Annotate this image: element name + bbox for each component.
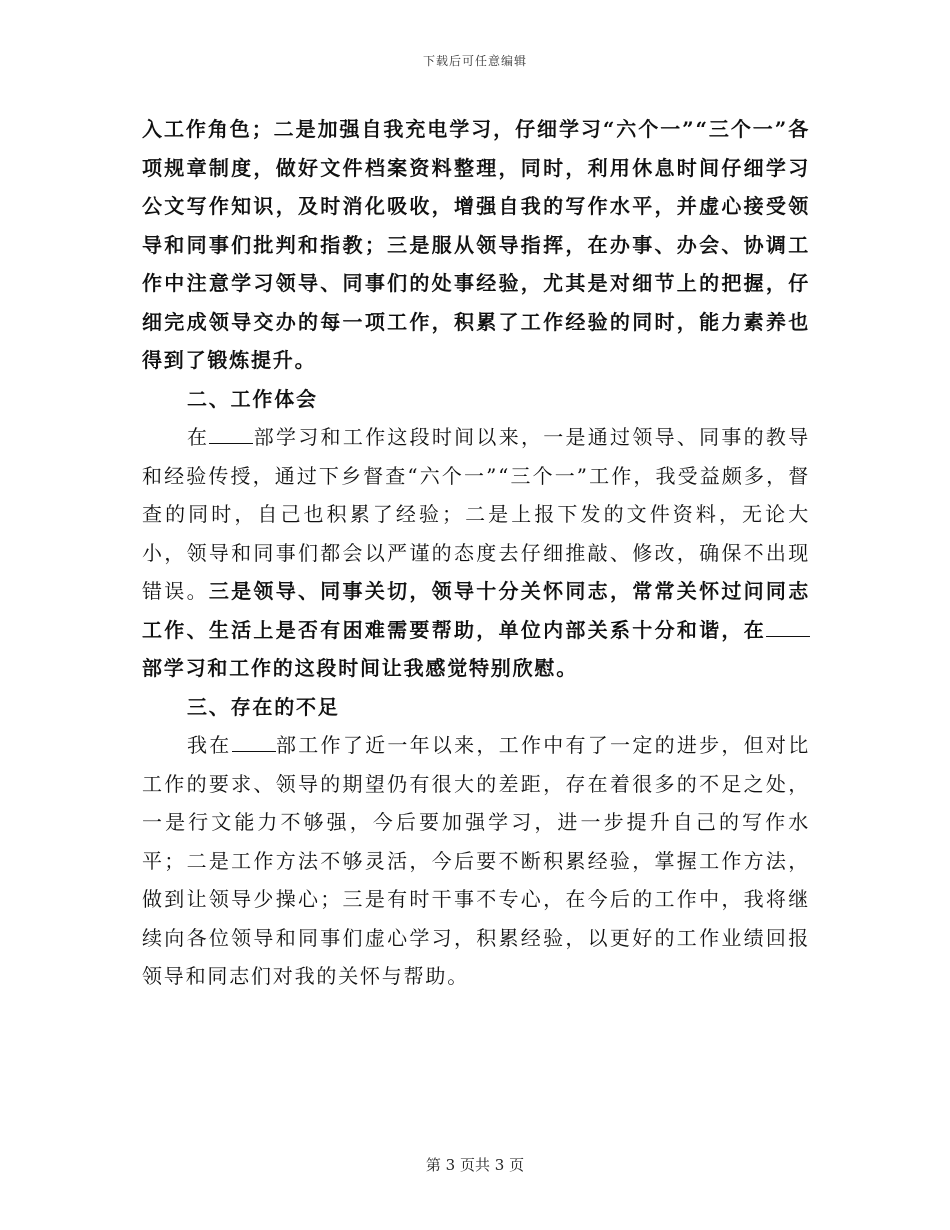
fill-blank-line — [209, 425, 253, 444]
paragraph-text: 部工作了近一年以来，工作中有了一定的进步，但对比工作的要求、领导的期望仍有很大的差距，存在着很多的不足之处，一是行文能力不够强，今后要加强学习，进一步提升自己的写作水平；二是工作方法不够灵活，今后要不断积累经验，掌握工作方法，做到让领导少操心；三是有时干事不专心，在今后的工作中，我将继续向各位领导和同事们虚心学习，积累经验，以更好的工作业绩回报领导和同志们对我的关怀与帮助。 — [142, 733, 810, 988]
paragraph-text: 我在 — [187, 733, 232, 757]
fill-blank-line — [232, 733, 276, 752]
paragraph-work-experience — [142, 418, 810, 688]
document-body — [142, 110, 810, 996]
page-footer-page-number: 第 3 页共 3 页 — [425, 1156, 525, 1174]
fill-blank-line — [766, 618, 810, 637]
paragraph-continued: 入工作角色；二是加强自我充电学习，仔细学习“六个一”“三个一”各项规章制度，做好文件档案资料整理，同时，利用休息时间仔细学习公文写作知识，及时消化吸收，增强自我的写作水平，并虚心接受领导和同事们批判和指教；三是服从领导指挥，在办事、办会、协调工作中注意学习领导、同事们的处事经验，尤其是对细节上的把握，仔细完成领导交办的每一项工作，积累了工作经验的同时，能力素养也得到了锻炼提升。 — [142, 117, 810, 372]
paragraph-bold-text: 部学习和工作的这段时间让我感觉特别欣慰。 — [142, 656, 578, 680]
paragraph-text: 在 — [187, 425, 210, 449]
section-heading-work-experience: 二、工作体会 — [187, 386, 318, 411]
paragraph-shortcomings — [142, 726, 810, 996]
paragraph-text: 部学习和工作这段时间以来，一是通过领导、同事的教导和经验传授，通过下乡督查“六个一”“三个一”工作，我受益颇多，督查的同时，自己也积累了经验；二是上报下发的文件资料，无论大小，领导和同事们都会以严谨的态度去仔细推敲、修改，确保不出现错误。 — [142, 425, 810, 603]
page-header: 下载后可任意编辑 — [422, 54, 527, 68]
paragraph-bold-text: 三是领导、同事关切，领导十分关怀同志，常常关怀过问同志工作、生活上是否有困难需要帮助，单位内部关系十分和谐，在 — [142, 579, 810, 642]
section-heading-shortcomings: 三、存在的不足 — [187, 694, 340, 719]
